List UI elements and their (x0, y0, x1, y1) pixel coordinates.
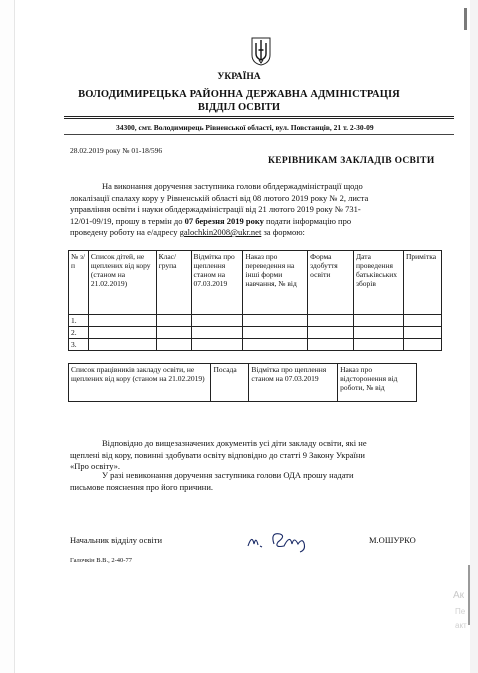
table-cell (88, 339, 156, 351)
body-paragraph-1 (70, 181, 450, 239)
row-number: 2. (69, 327, 89, 339)
table-cell (156, 327, 191, 339)
table-cell (88, 327, 156, 339)
text-span: 12/01-09/19, прошу в термін до (70, 215, 185, 226)
text-line: На виконання доручення заступника голови облдержадміністрації щодо (102, 181, 363, 191)
text-line: письмове пояснення про його причини. (70, 481, 214, 492)
table-cell (88, 315, 156, 327)
table-header-cell: Список працівників закладу освіти, не щеплених від кору (станом на 21.02.2019) (69, 364, 211, 402)
text-line: управління освіти і науки облдержадміністрації від 21 лютого 2019 року № 731- (70, 204, 361, 214)
page-edge-right (470, 0, 478, 673)
table-header-cell: Примітка (403, 251, 441, 315)
text-span: за формою: (261, 227, 305, 237)
table-cell (156, 339, 191, 351)
table-cell (354, 315, 404, 327)
page-edge (0, 0, 15, 673)
table-cell (308, 339, 354, 351)
activation-watermark: Ак (453, 590, 465, 601)
table-header-row (69, 364, 417, 402)
row-number: 1. (69, 315, 89, 327)
table-cell (354, 327, 404, 339)
text-line (70, 216, 450, 228)
executor-contact: Галочкін В.В., 2-40-77 (70, 557, 132, 564)
table-header-cell: Дата проведення батьківських зборів (354, 251, 404, 315)
row-number: 3. (69, 339, 89, 351)
text-line: локалізації спалаху кору у Рівненській області від 08 лютого 2019 року № 2, листа (70, 192, 369, 203)
text-line: У разі невиконання доручення заступника голови ОДА прошу надати (102, 470, 354, 480)
text-line (70, 227, 450, 239)
table-header-cell: Список дітей, не щеплених від кору (станом на 21.02.2019) (88, 251, 156, 315)
divider (64, 134, 454, 135)
table-header-cell: № з/п (69, 251, 89, 315)
deadline-date: 07 березня 2019 року (184, 215, 264, 226)
divider (64, 116, 454, 117)
table-header-cell: Відмітка про щеплення станом на 07.03.2019 (249, 364, 338, 402)
coat-of-arms-icon (250, 36, 272, 66)
country-title: УКРАЇНА (217, 72, 261, 82)
table-header-cell: Форма здобуття освіти (308, 251, 354, 315)
text-line: Відповідно до вищезазначених документів усі діти закладу освіти, які не (102, 438, 367, 448)
table-cell (354, 339, 404, 351)
table-row (69, 327, 442, 339)
text-span: подати інформацію про (263, 215, 352, 226)
table-cell (403, 327, 441, 339)
signatory-name: М.ОШУРКО (369, 535, 416, 545)
handwritten-signature (244, 526, 324, 554)
table-cell (243, 327, 308, 339)
document-date-number: 28.02.2019 року № 01-18/596 (70, 146, 163, 155)
table-cell (243, 315, 308, 327)
organization-address: 34300, смт. Володимирець Рівненської області, вул. Повстанців, 21 т. 2-30-09 (116, 123, 374, 132)
table-cell (156, 315, 191, 327)
table-cell (191, 339, 243, 351)
table-cell (191, 327, 243, 339)
scan-mark (468, 565, 470, 625)
staff-table (68, 363, 417, 402)
table-header-cell: Відмітка про щеплення станом на 07.03.2019 (191, 251, 243, 315)
activation-watermark: акт (455, 621, 467, 630)
table-header-cell: Наказ про переведення на інші форми навчання, № від (243, 251, 308, 315)
table-cell (403, 315, 441, 327)
table-row (69, 315, 442, 327)
divider (64, 118, 454, 119)
table-header-row (69, 251, 442, 315)
table-header-cell: Посада (211, 364, 249, 402)
table-cell (191, 315, 243, 327)
organization-name: ВОЛОДИМИРЕЦЬКА РАЙОННА ДЕРЖАВНА АДМІНІСТРАЦІЯ (78, 89, 400, 100)
table-cell (403, 339, 441, 351)
activation-watermark: Пе (455, 607, 466, 616)
email-link[interactable]: galochkin2008@ukr.net (179, 227, 262, 237)
table-header-cell: Наказ про відсторонення від роботи, № від (338, 364, 417, 402)
table-cell (308, 327, 354, 339)
table-cell (243, 339, 308, 351)
department-name: ВІДДІЛ ОСВІТИ (197, 102, 281, 113)
text-span: проведену роботу на е/адресу (70, 227, 180, 237)
recipient: КЕРІВНИКАМ ЗАКЛАДІВ ОСВІТИ (268, 156, 435, 166)
children-table (68, 250, 442, 351)
signatory-title: Начальник відділу освіти (70, 535, 163, 545)
text-line: «Про освіту». (70, 461, 121, 471)
table-header-cell: Клас/ група (156, 251, 191, 315)
text-line: щеплені від кору, повинні здобувати освіту відповідно до статті 9 Закону України (70, 449, 365, 460)
table-cell (308, 315, 354, 327)
scan-mark (464, 8, 467, 30)
table-row (69, 339, 442, 351)
